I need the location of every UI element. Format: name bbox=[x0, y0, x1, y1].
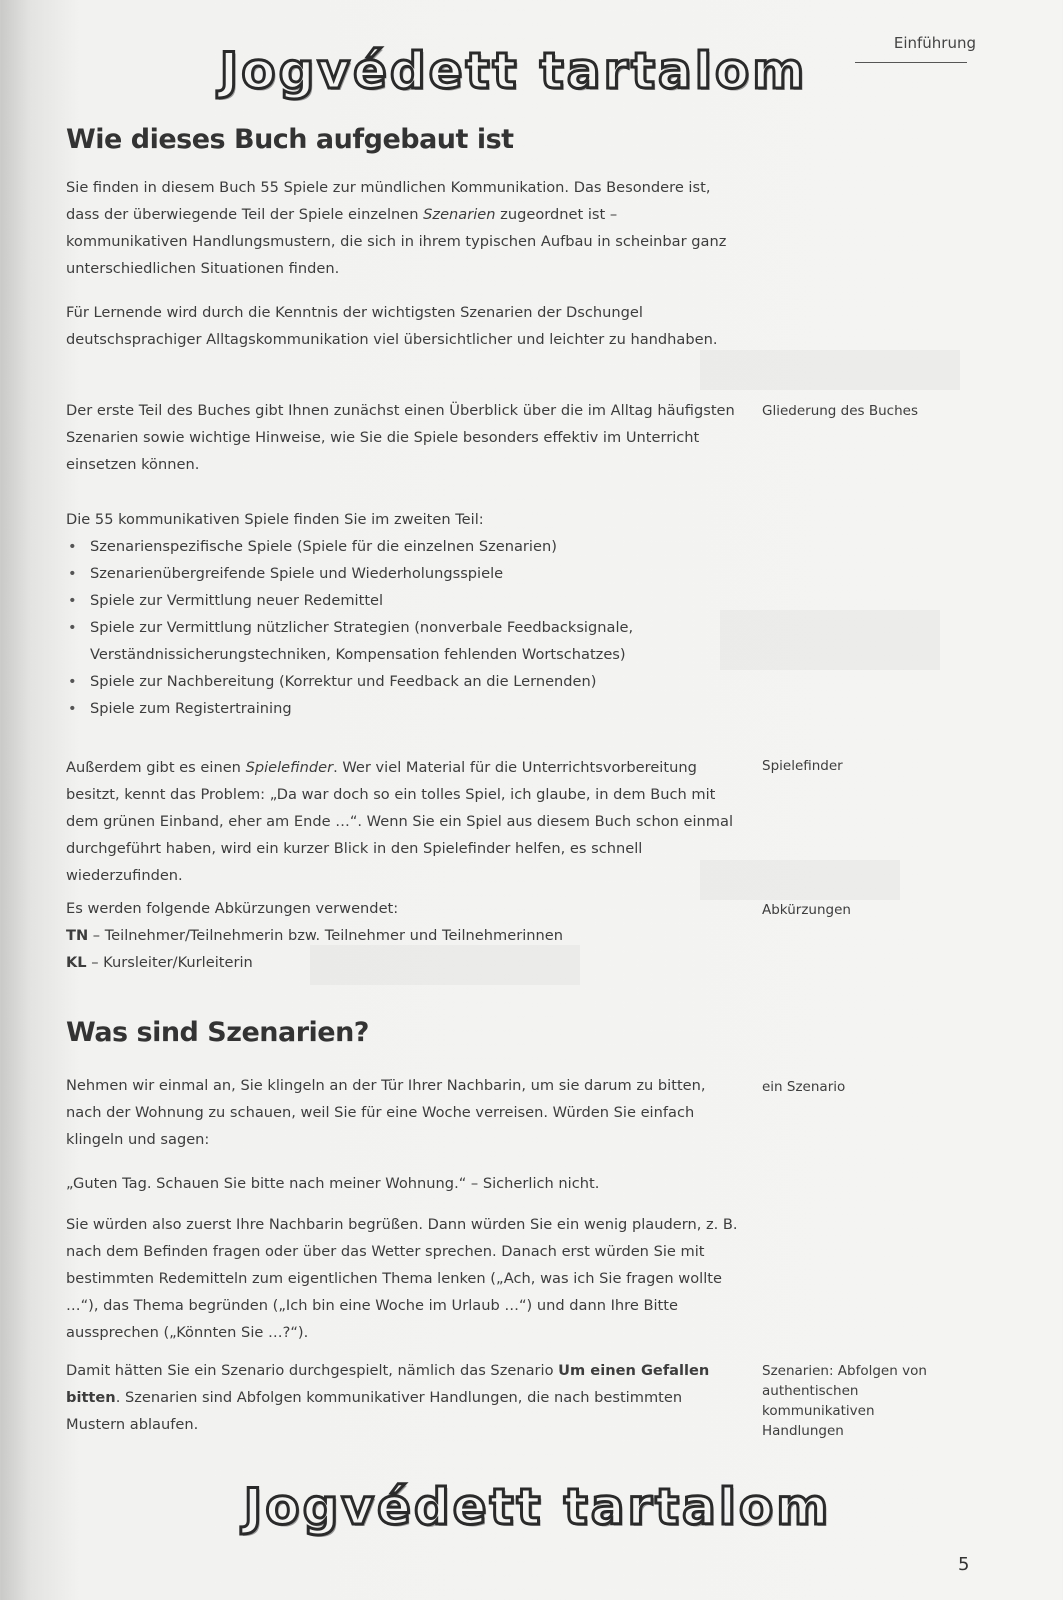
page-number: 5 bbox=[958, 1554, 970, 1575]
abbreviation-text: – Teilnehmer/Teilnehmerin bzw. Teilnehmer und Teilnehmerinnen bbox=[88, 927, 563, 944]
paragraph-intro-text-a: Sie finden in diesem Buch 55 Spiele zur mündlichen Kommunikation. Das Besondere ist, dass der überwiegende Teil der Spiele einzelnen bbox=[66, 179, 711, 223]
abbreviations-intro: Es werden folgende Abkürzungen verwendet: bbox=[66, 900, 399, 917]
list-item: • Spiele zur Vermittlung nützlicher Strategien (nonverbale Feedbacksignale, Verständnissicherungstechniken, Kompensation fehlenden Wortschatzes) bbox=[66, 614, 742, 668]
margin-note-ein-szenario: ein Szenario bbox=[762, 1079, 846, 1095]
paragraph-begruessen bbox=[66, 1211, 742, 1346]
emphasis-szenarien: Szenarien bbox=[423, 206, 496, 223]
paragraph-spielefinder-text-b: . Wer viel Material für die Unterrichtsvorbereitung besitzt, kennt das Problem: „Da war doch so ein tolles Spiel, ich glaube, in dem Buch mit dem grünen Einband, eher am Ende …“. Wenn Sie ein Spiel aus diesem Buch schon einmal durchgeführt haben, wird ein kurzer Blick in den Spielefinder helfen, es schnell wiederzufinden. bbox=[66, 759, 734, 884]
abbreviation-key: TN bbox=[66, 927, 89, 944]
paragraph-nachbarin bbox=[66, 1072, 742, 1153]
paragraph-erster-teil-text: Der erste Teil des Buches gibt Ihnen zunächst einen Überblick über die im Alltag häufigsten Szenarien sowie wichtige Hinweise, wie Sie die Spiele besonders effektiv im Unterricht einsetzen können. bbox=[66, 402, 735, 473]
section-heading-aufbau: Wie dieses Buch aufgebaut ist bbox=[66, 124, 514, 155]
paragraph-nachbarin-text: Nehmen wir einmal an, Sie klingeln an der Tür Ihrer Nachbarin, um sie darum zu bitten, nach der Wohnung zu schauen, weil Sie für eine Woche verreisen. Würden Sie einfach klingeln und sagen: bbox=[66, 1077, 706, 1148]
list-item: • Spiele zur Nachbereitung (Korrektur und Feedback an die Lernenden) bbox=[66, 668, 742, 695]
paragraph-gefallen bbox=[66, 1357, 742, 1438]
emphasis-gefallen-bitten: Um einen Gefallen bitten bbox=[66, 1362, 710, 1406]
margin-note-abkuerzungen: Abkürzungen bbox=[762, 902, 851, 918]
abbreviation-key: KL bbox=[66, 954, 87, 971]
margin-note-gliederung: Gliederung des Buches bbox=[762, 403, 919, 419]
margin-note-spielefinder: Spielefinder bbox=[762, 758, 843, 774]
emphasis-spielefinder: Spielefinder bbox=[245, 759, 334, 776]
abbreviations-block bbox=[66, 895, 742, 976]
paragraph-erster-teil bbox=[66, 397, 742, 478]
paragraph-spielefinder bbox=[66, 754, 742, 889]
running-head: Einführung bbox=[893, 34, 976, 52]
games-list-intro: Die 55 kommunikativen Spiele finden Sie im zweiten Teil: bbox=[66, 511, 484, 528]
games-list-block bbox=[66, 506, 742, 722]
list-item: • Spiele zur Vermittlung neuer Redemittel bbox=[66, 587, 742, 614]
abbreviation-row bbox=[66, 949, 742, 976]
paragraph-spielefinder-text-a: Außerdem gibt es einen bbox=[66, 759, 246, 776]
watermark-top: Jogvédett tartalom bbox=[219, 42, 808, 100]
margin-note-szenarien-definition: Szenarien: Abfolgen von authentischen kommunikativen Handlungen bbox=[762, 1363, 927, 1439]
section-heading-szenarien: Was sind Szenarien? bbox=[66, 1017, 369, 1048]
paragraph-lernende-text: Für Lernende wird durch die Kenntnis der wichtigsten Szenarien der Dschungel deutschsprachiger Alltagskommunikation viel übersichtlicher und leichter zu handhaben. bbox=[66, 304, 718, 348]
paragraph-gefallen-text-a: Damit hätten Sie ein Szenario durchgespielt, nämlich das Szenario bbox=[66, 1362, 559, 1379]
paragraph-begruessen-text: Sie würden also zuerst Ihre Nachbarin begrüßen. Dann würden Sie ein wenig plaudern, z. B. nach dem Befinden fragen oder über das Wetter sprechen. Danach erst würden Sie mit bestimmten Redemitteln zum eigentlichen Thema lenken („Ach, was ich Sie fragen wollte …“), das Thema begründen („Ich bin eine Woche im Urlaub …“) und dann Ihre Bitte aussprechen („Könnten Sie …?“). bbox=[66, 1216, 738, 1341]
paragraph-quote-text: „Guten Tag. Schauen Sie bitte nach meiner Wohnung.“ – Sicherlich nicht. bbox=[66, 1175, 600, 1192]
list-item: • Szenarienübergreifende Spiele und Wiederholungsspiele bbox=[66, 560, 742, 587]
paragraph-lernende bbox=[66, 299, 742, 353]
show-through-block bbox=[700, 350, 960, 390]
list-item: • Szenarienspezifische Spiele (Spiele für die einzelnen Szenarien) bbox=[66, 533, 742, 560]
show-through-block bbox=[720, 610, 940, 670]
paragraph-intro-text-b: zugeordnet ist – kommunikativen Handlungsmustern, die sich in ihrem typischen Aufbau in scheinbar ganz unterschiedlichen Situationen finden. bbox=[66, 206, 727, 277]
abbreviation-row bbox=[66, 922, 742, 949]
games-list bbox=[66, 533, 742, 722]
abbreviation-text: – Kursleiter/Kurleiterin bbox=[86, 954, 253, 971]
paragraph-intro bbox=[66, 174, 742, 282]
paragraph-quote bbox=[66, 1170, 742, 1197]
watermark-bottom: Jogvédett tartalom bbox=[243, 1478, 832, 1536]
list-item: • Spiele zum Registertraining bbox=[66, 695, 742, 722]
paragraph-gefallen-text-b: . Szenarien sind Abfolgen kommunikativer Handlungen, die nach bestimmten Mustern ablaufen. bbox=[66, 1389, 683, 1433]
